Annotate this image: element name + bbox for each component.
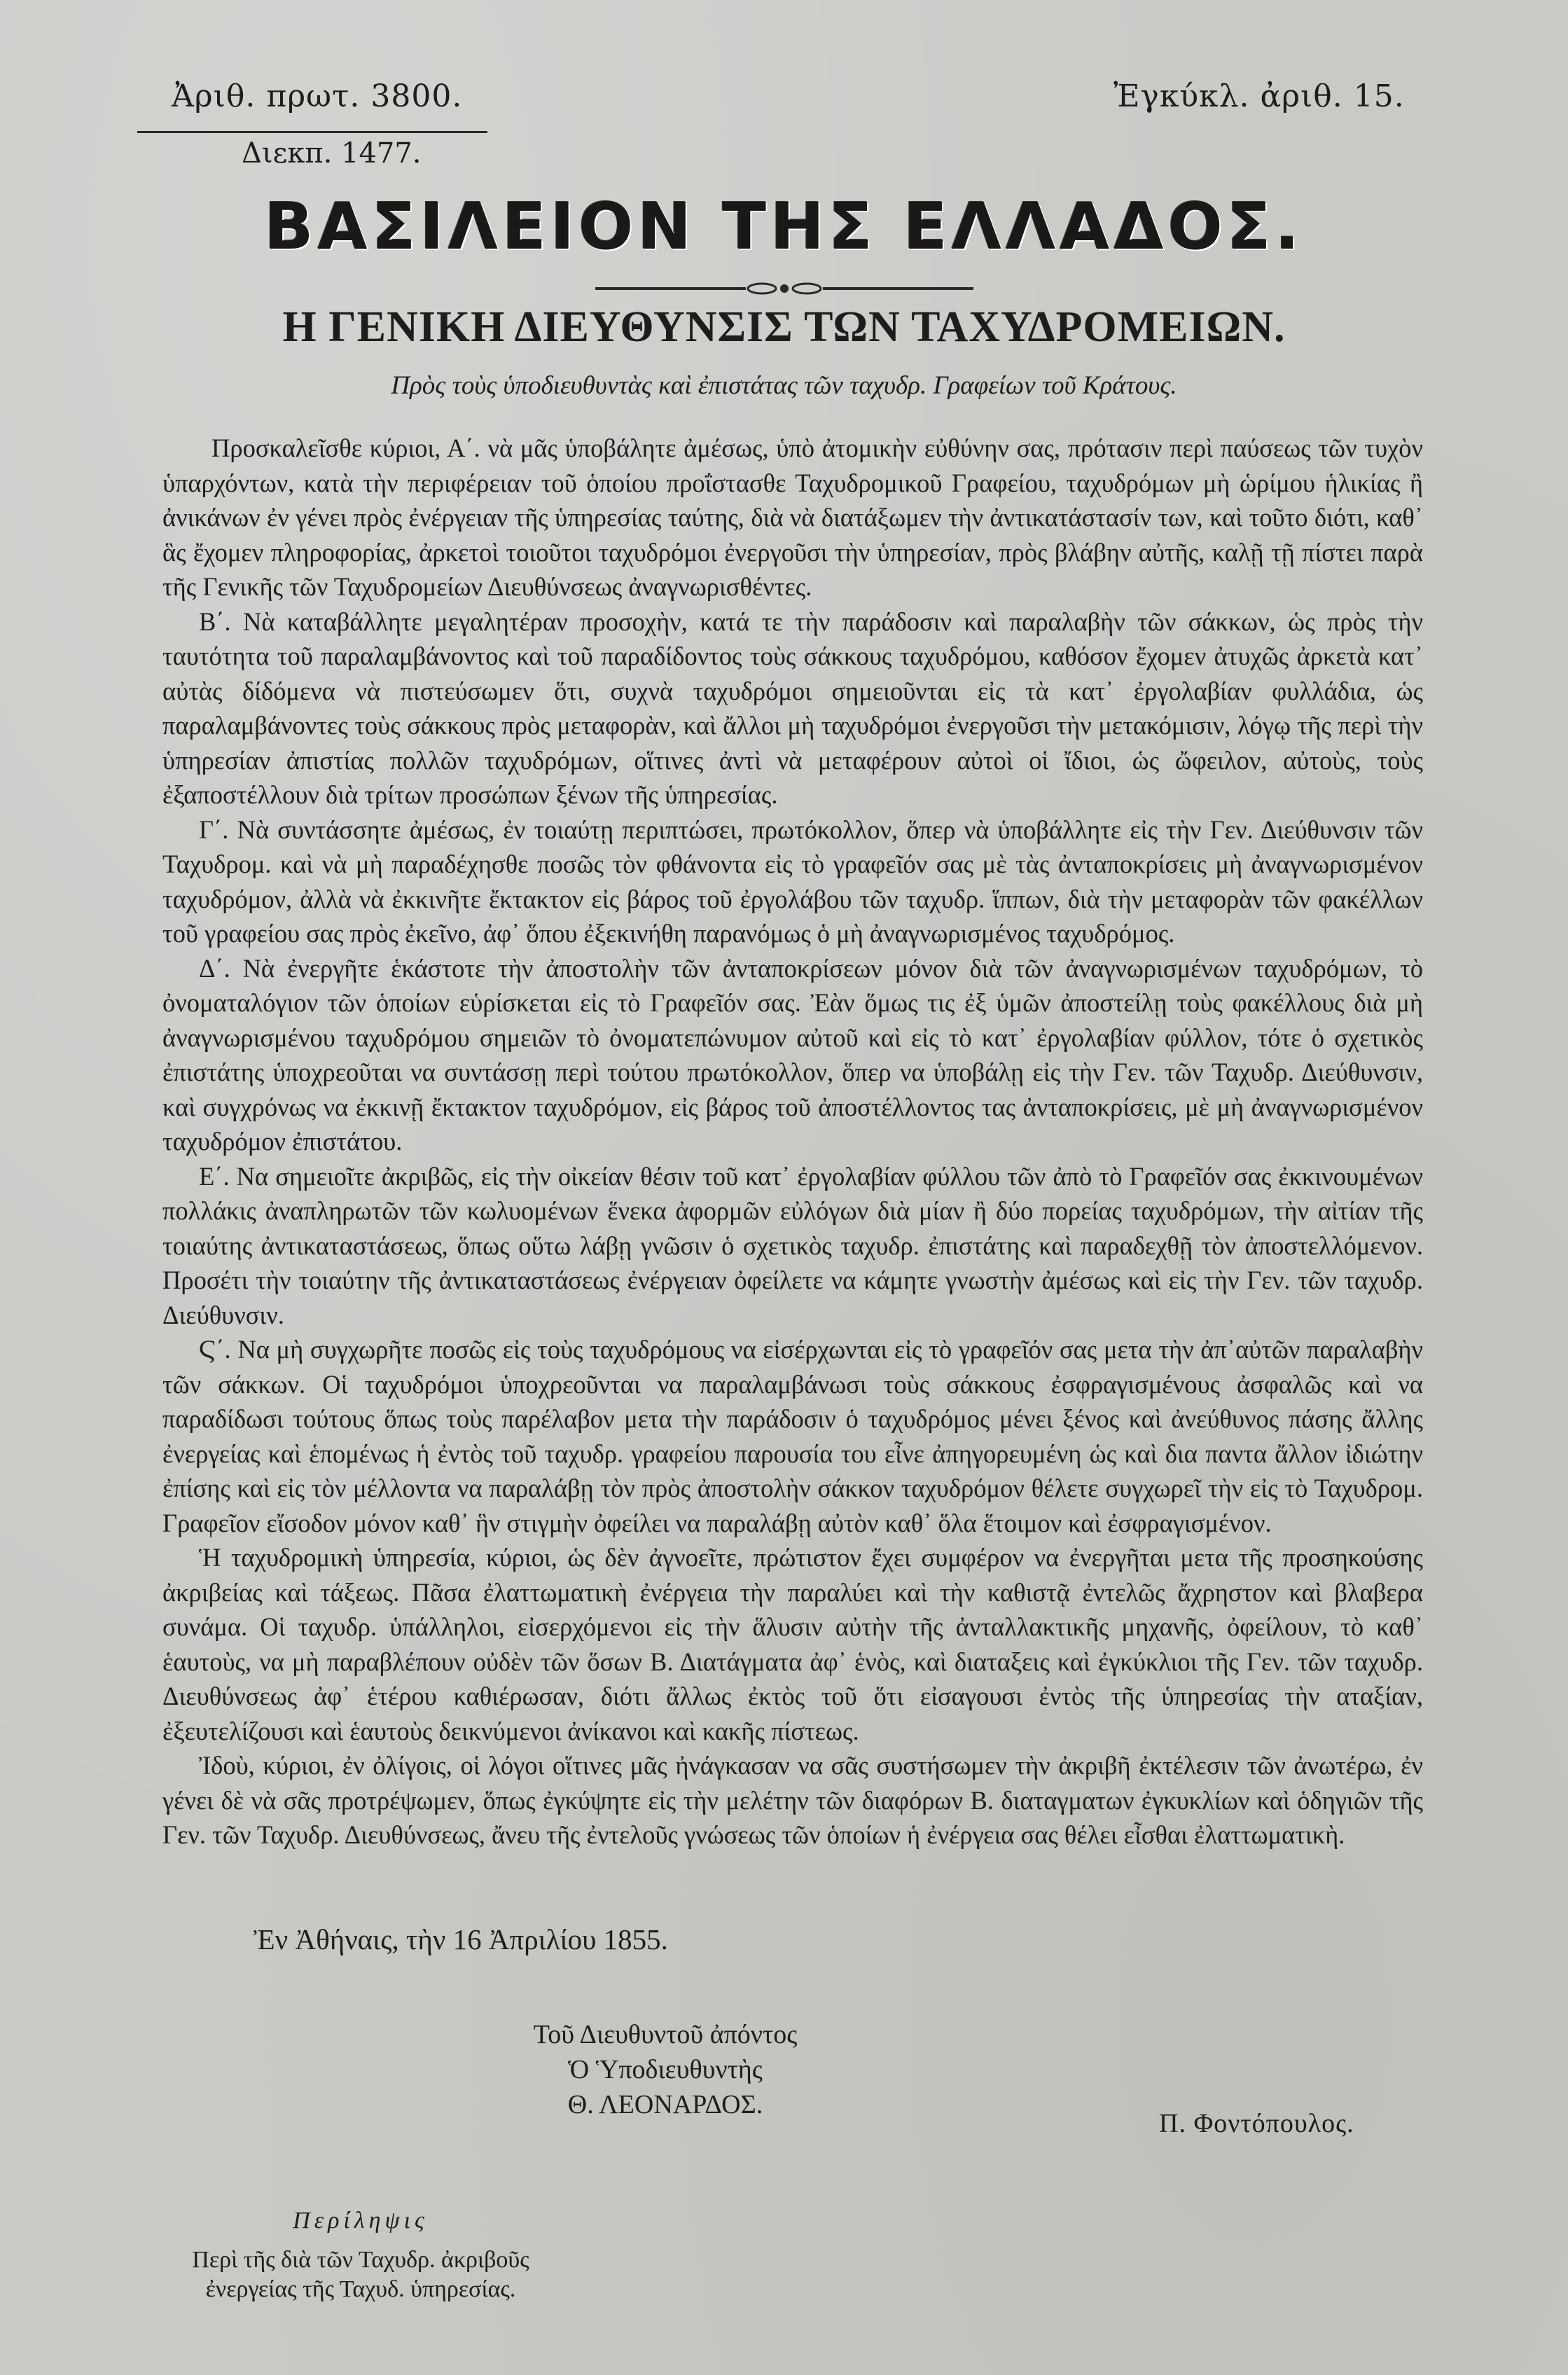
circular-number: Ἐγκύκλ. ἀριθ. 15. xyxy=(1113,78,1405,114)
paragraph-a: Προσκαλεῖσθε κύριοι, Α΄. νὰ μᾶς ὑποβάλητε ἀμέσως, ὑπὸ ἀτομικὴν εὐθύνην σας, πρότασιν περὶ παύσεως τῶν τυχὸν ὑπαρχόντων, κατὰ τὴν περιφέρειαν τοῦ ὁποίου προΐστασθε Ταχυδρομικοῦ Γραφείου, ταχυδρόμων μὴ ὡρίμου ἡλικίας ἢ ἀνικάνων ἐν γένει πρὸς ἐνέργειαν τῆς ὑπηρεσίας ταύτης, διὰ νὰ διατάξωμεν τὴν ἀντικατάστασίν των, καὶ τοῦτο διότι, καθ᾽ ἃς ἔχομεν πληροφορίας, ἀρκετοὶ τοιοῦτοι ταχυδρόμοι ἐνεργοῦσι τὴν ὑπηρεσίαν, πρὸς βλάβην αὐτῆς, καλῇ τῇ πίστει παρὰ τῆς Γενικῆς τῶν Ταχυδρομείων Διευθύνσεως ἀναγνωρισθέντες. xyxy=(162,434,1423,601)
paragraph-b: Β΄. Νὰ καταβάλλητε μεγαλητέραν προσοχὴν, κατά τε τὴν παράδοσιν καὶ παραλαβὴν τῶν σάκκων, ὡς πρὸς τὴν ταυτότητα τοῦ παραλαμβάνοντος καὶ τοῦ παραδίδοντος τοὺς σάκκους ταχυδρόμου, καθόσον ἔχομεν ἀτυχῶς ἀρκετὰ κατ᾽ αὐτὰς δίδόμενα νὰ πιστεύσωμεν ὅτι, συχνὰ ταχυδρόμοι σημειοῦνται εἰς τὰ κατ᾽ ἐργολαβίαν φυλλάδια, ὡς παραλαμβάνοντες τοὺς σάκκους πρὸς μεταφορὰν, καὶ ἄλλοι μὴ ταχυδρόμοι ἐνεργοῦσι τὴν μετακόμισιν, λόγῳ τῆς περὶ τὴν ὑπηρεσίαν ἀπιστίας πολλῶν ταχυδρόμων, οἵτινες ἀντὶ νὰ μεταφέρουν αὐτοὶ οἱ ἴδιοι, ὡς ὤφειλον, αὐτοὺς, τοὺς ἐξαποστέλλουν διὰ τρίτων προσώπων ξένων τῆς ὑπηρεσίας. xyxy=(162,607,1423,809)
countersignature: Π. Φοντόπουλος. xyxy=(1159,2109,1354,2138)
protocol-number: Ἀριθ. πρωτ. 3800. xyxy=(172,78,463,114)
summary-title: Περίληψις xyxy=(293,2208,429,2234)
paragraph-d: Δ΄. Νὰ ἐνεργῆτε ἑκάστοτε τὴν ἀποστολὴν τῶν ἀνταποκρίσεων μόνον διὰ τῶν ἀναγνωρισμένων ταχυδρόμων, τὸ ὀνοματαλόγιον τῶν ὁποίων εὑρίσκεται εἰς τὸ Γραφεῖόν σας. Ἐὰν ὅμως τις ἐξ ὑμῶν ἀποστείλῃ τοὺς φακέλλους διὰ μὴ ἀναγνωρισμένου ταχυδρόμου σημειῶν τὸ ὀνοματεπώνυμον αὐτοῦ καὶ εἰς τὸ κατ᾽ ἐργολαβίαν φύλλον, τότε ὁ σχετικὸς ἐπιστάτης ὑποχρεοῦται να συντάσσῃ περὶ τούτου πρωτόκολλον, ὅπερ να ὑποβάλῃ εἰς τὴν Γεν. τῶν Ταχυδρ. Διεύθυνσιν, καὶ συγχρόνως να ἐκκινῇ ἔκτακτον ταχυδρόμον, εἰς βάρος τοῦ ἀποστέλλοντος τας ἀνταποκρίσεις, μὲ μὴ ἀναγνωρισμένον ταχυδρόμον ἐπιστάτου. xyxy=(162,953,1423,1156)
dispatch-number: Διεκπ. 1477. xyxy=(242,137,422,169)
addressee-line: Πρὸς τοὺς ὑποδιευθυντὰς καὶ ἐπιστάτας τῶν ταχυδρ. Γραφείων τοῦ Κράτους. xyxy=(391,371,1177,400)
summary-block xyxy=(123,2206,599,2304)
paragraph-f: Ϛ΄. Να μὴ συγχωρῆτε ποσῶς εἰς τοὺς ταχυδρόμους να εἰσέρχωνται εἰς τὸ γραφεῖόν σας μετα τὴν ἀπ᾽αὐτῶν παραλαβὴν τῶν σάκκων. Οἱ ταχυδρόμοι ὑποχρεοῦνται να παραλαμβάνωσι τοὺς σάκκους ἐσφραγισμένους ἀσφαλῶς καὶ να παραδίδωσι τούτους ὅπως τοὺς παρέλαβον μετα τὴν παράδοσιν ὁ ταχυδρόμος μένει ξένος καὶ ἀνεύθυνος πάσης ἄλλης ἐνεργείας καὶ ἑπομένως ἡ ἐντὸς τοῦ ταχυδρ. γραφείου παρουσία του εἶνε ἀπηγορευμένη ὡς καὶ δια παντα ἄλλον ἰδιώτην ἐπίσης καὶ εἰς τὸν μέλλοντα να παραλάβῃ τὸν πρὸς ἀποστολὴν σάκκον ταχυδρόμον θέλετε συγχωρεῖ τὴν εἰς τὸ Ταχυδρομ. Γραφεῖον εἴσοδον μόνον καθ᾽ ἣν στιγμὴν ὀφείλει να παραλάβῃ αὐτὸν καθ᾽ ὅλα ἕτοιμον καὶ ἐσφραγισμένον. xyxy=(162,1335,1423,1537)
header-rule xyxy=(137,131,487,133)
issuer-heading: Η ΓΕΝΙΚΗ ΔΙΕΥΘΥΝΣΙΣ ΤΩΝ ΤΑΧΥΔΡΟΜΕΙΩΝ. xyxy=(282,303,1286,351)
circular-body xyxy=(162,431,1423,1853)
signature-line-2: Ὁ Ὑποδιευθυντὴς xyxy=(568,2055,763,2084)
document-title: ΒΑΣΙΛΕΙΟΝ ΤΗΣ ΕΛΛΑΔΟΣ. xyxy=(264,189,1304,264)
signature-line-1: Τοῦ Διευθυντοῦ ἀπόντος xyxy=(533,2020,798,2049)
paragraph-e: Ε΄. Να σημειοῖτε ἀκριβῶς, εἰς τὴν οἰκείαν θέσιν τοῦ κατ᾽ ἐργολαβίαν φύλλου τῶν ἀπὸ τὸ Γραφεῖόν σας ἐκκινουμένων πολλάκις ἀναπληρωτῶν τῶν κωλυομένων ἕνεκα ἀφορμῶν εὐλόγων διὰ μίαν ἢ δύο πορείας ταχυδρόμων, τὴν αἰτίαν τῆς τοιαύτης ἀντικαταστάσεως, ὅπως οὕτω λάβῃ γνῶσιν ὁ σχετικὸς ταχυδρ. ἐπιστάτης καὶ παραδεχθῇ τὸν ἀποστελλόμενον. Προσέτι τὴν τοιαύτην τῆς ἀντικαταστάσεως ἐνέργειαν ὀφείλετε να κάμητε γνωστὴν ἀμέσως καὶ εἰς τὴν Γεν. τῶν ταχυδρ. Διεύθυνσιν. xyxy=(162,1161,1423,1329)
paragraph-c: Γ΄. Νὰ συντάσσητε ἀμέσως, ἐν τοιαύτῃ περιπτώσει, πρωτόκολλον, ὅπερ νὰ ὑποβάλλητε εἰς τὴν Γεν. Διεύθυνσιν τῶν Ταχυδρομ. καὶ νὰ μὴ παραδέχησθε ποσῶς τὸν φθάνοντα εἰς τὸ γραφεῖόν σας μὲ τὰς ἀνταποκρίσεις μὴ ἀναγνωρισμένον ταχυδρόμον, ἀλλὰ νὰ ἐκκινῆτε ἔκτακτον εἰς βάρος τοῦ ἐργολάβου τῶν ταχυδρ. ἵππων, διὰ τὴν μεταφορὰν τῶν φακέλλων τοῦ γραφείου σας πρὸς ἐκεῖνο, ἀφ᾽ ὅπου ἐξεκινήθη παρανόμως ὁ μὴ ἀναγνωρισμένος ταχυδρόμος. xyxy=(162,815,1423,948)
paragraph-service: Ἡ ταχυδρομικὴ ὑπηρεσία, κύριοι, ὡς δὲν ἀγνοεῖτε, πρώτιστον ἔχει συμφέρον να ἐνεργῆται μετα τῆς προσηκούσης ἀκριβείας καὶ τάξεως. Πᾶσα ἐλαττωματικὴ ἐνέργεια τὴν παραλύει καὶ τὴν καθιστᾷ ἐντελῶς ἄχρηστον καὶ βλαβερα συνάμα. Οἱ ταχυδρ. ὑπάλληλοι, εἰσερχόμενοι εἰς τὴν ἅλυσιν αὐτὴν τῆς ἀνταλλακτικῆς μηχανῆς, ὀφείλουν, τὸ καθ᾽ ἑαυτοὺς, να μὴ παραβλέπουν οὐδὲν τῶν ὅσων Β. Διατάγματα ἀφ᾽ ἑνὸς, καὶ διαταξεις καὶ ἐγκύκλιοι τῆς Γεν. τῶν ταχυδρ. Διευθύνσεως ἀφ᾽ ἑτέρου καθιέρωσαν, διότι ἄλλως ἐκτὸς τοῦ ὅτι εἰσαγουσι ἐντὸς τῆς ὑπηρεσίας τὴν αταξίαν, ἐξευτελίζουσι καὶ ἑαυτοὺς δεικνύμενοι ἀνίκανοι καὶ κακῆς πίστεως. xyxy=(162,1543,1423,1745)
place-and-date: Ἐν Ἀθήναις, τὴν 16 Ἀπριλίου 1855. xyxy=(254,1923,668,1955)
signature-block xyxy=(420,2017,910,2122)
paragraph-closing: Ἰδοὺ, κύριοι, ἐν ὀλίγοις, οἱ λόγοι οἵτινες μᾶς ἠνάγκασαν να σᾶς συστήσωμεν τὴν ἀκριβῆ ἐκτέλεσιν τῶν ἀνωτέρω, ἐν γένει δὲ νὰ σᾶς προτρέψωμεν, ὅπως ἐγκύψητε εἰς τὴν μελέτην τῶν διαφόρων Β. διαταγματων ἐγκυκλίων καὶ ὁδηγιῶν τῆς Γεν. τῶν Ταχυδρ. Διευθύνσεως, ἄνευ τῆς ἐντελοῦς γνώσεως τῶν ὁποίων ἡ ἐνέργεια σας θέλει εἶσθαι ἐλαττωματικὴ. xyxy=(162,1751,1423,1849)
summary-line-2: ἐνεργείας τῆς Ταχυδ. ὑπηρεσίας. xyxy=(205,2276,516,2302)
signature-name: Θ. ΛΕΟΝΑΡΔΟΣ. xyxy=(567,2090,763,2119)
ornament-divider xyxy=(595,280,973,297)
summary-line-1: Περὶ τῆς διὰ τῶν Ταχυδρ. ἀκριβοῦς xyxy=(192,2247,529,2273)
